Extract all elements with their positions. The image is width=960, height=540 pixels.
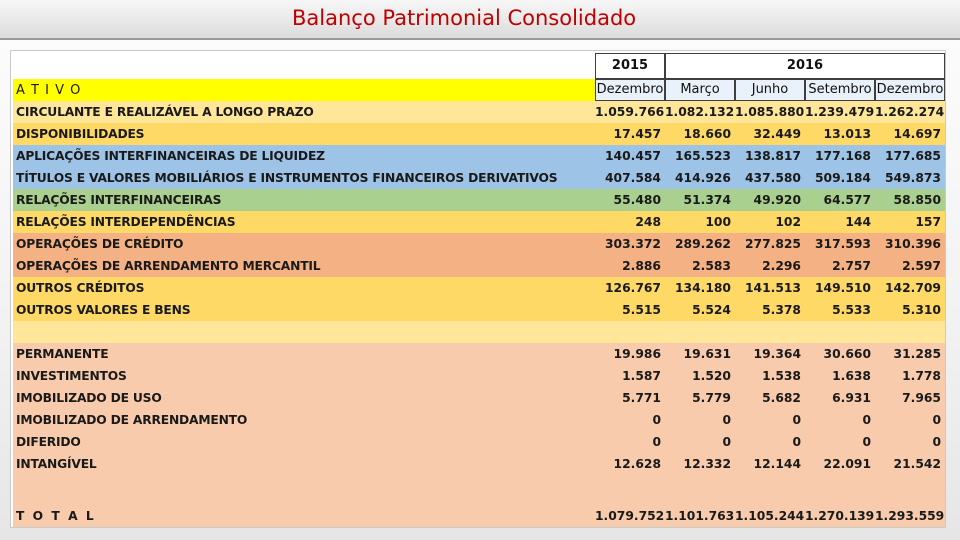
table-row: [13, 145, 945, 167]
section-label-row: [13, 79, 595, 101]
row-label: RELAÇÕES INTERDEPENDÊNCIAS: [16, 215, 236, 229]
cell-value: 1.538: [762, 369, 801, 383]
cell-value: 0: [932, 413, 941, 427]
row-label: RELAÇÕES INTERFINANCEIRAS: [16, 193, 222, 207]
cell-value: 13.013: [823, 127, 871, 141]
section-label: A T I V O: [16, 83, 82, 98]
month-header: Março: [665, 79, 735, 101]
cell-value: 134.180: [674, 281, 731, 295]
cell-value: 157: [915, 215, 941, 229]
cell-value: 1.520: [692, 369, 731, 383]
cell-value: 5.771: [622, 391, 661, 405]
cell-value: 51.374: [683, 193, 731, 207]
cell-value: 64.577: [823, 193, 871, 207]
cell-value: 2.757: [832, 259, 871, 273]
month-header: Dezembro: [875, 79, 945, 101]
cell-value: 2.296: [762, 259, 801, 273]
cell-value: 1.101.763: [665, 509, 735, 523]
cell-value: 0: [722, 413, 731, 427]
table-row: [13, 255, 945, 277]
cell-value: 1.059.766: [595, 105, 665, 119]
cell-value: 17.457: [613, 127, 661, 141]
cell-value: 1.239.479: [805, 105, 875, 119]
row-label: APLICAÇÕES INTERFINANCEIRAS DE LIQUIDEZ: [16, 149, 325, 163]
table-row: [13, 167, 945, 189]
cell-value: 126.767: [604, 281, 661, 295]
cell-value: 0: [862, 435, 871, 449]
month-header: Setembro: [805, 79, 875, 101]
cell-value: 19.986: [613, 347, 661, 361]
row-label: CIRCULANTE E REALIZÁVEL A LONGO PRAZO: [16, 105, 314, 119]
cell-value: 0: [652, 435, 661, 449]
table-row: [13, 101, 945, 123]
cell-value: 310.396: [884, 237, 941, 251]
table-row: [13, 123, 945, 145]
table-row: [13, 453, 945, 475]
cell-value: 21.542: [893, 457, 941, 471]
table-row: [13, 211, 945, 233]
year-header-2016: 2016: [665, 53, 945, 79]
cell-value: 549.873: [884, 171, 941, 185]
cell-value: 277.825: [744, 237, 801, 251]
cell-value: 5.779: [692, 391, 731, 405]
cell-value: 142.709: [884, 281, 941, 295]
cell-value: 5.515: [622, 303, 661, 317]
table-row: [13, 233, 945, 255]
cell-value: 144: [845, 215, 871, 229]
cell-value: 5.533: [832, 303, 871, 317]
cell-value: 19.364: [753, 347, 801, 361]
cell-value: 100: [705, 215, 731, 229]
table-row: [13, 189, 945, 211]
cell-value: 1.085.880: [735, 105, 805, 119]
table-row: [13, 343, 945, 365]
cell-value: 55.480: [613, 193, 661, 207]
cell-value: 0: [792, 435, 801, 449]
cell-value: 165.523: [674, 149, 731, 163]
cell-value: 140.457: [604, 149, 661, 163]
cell-value: 317.593: [814, 237, 871, 251]
cell-value: 0: [932, 435, 941, 449]
month-header: Junho: [735, 79, 805, 101]
table-row: [13, 387, 945, 409]
cell-value: 248: [635, 215, 661, 229]
cell-value: 19.631: [683, 347, 731, 361]
cell-value: 31.285: [893, 347, 941, 361]
cell-value: 138.817: [744, 149, 801, 163]
table-row: [13, 299, 945, 321]
slide-header: [0, 0, 960, 40]
row-label: DIFERIDO: [16, 435, 81, 449]
slide-title: Balanço Patrimonial Consolidado: [292, 6, 637, 30]
total-row: [13, 505, 945, 527]
row-label: OPERAÇÕES DE ARRENDAMENTO MERCANTIL: [16, 259, 321, 273]
cell-value: 1.778: [902, 369, 941, 383]
cell-value: 1.082.132: [665, 105, 735, 119]
cell-value: 6.931: [832, 391, 871, 405]
cell-value: 2.597: [902, 259, 941, 273]
row-label: OUTROS CRÉDITOS: [16, 281, 145, 295]
cell-value: 0: [652, 413, 661, 427]
cell-value: 5.310: [902, 303, 941, 317]
cell-value: 12.144: [753, 457, 801, 471]
cell-value: 2.886: [622, 259, 661, 273]
cell-value: 407.584: [604, 171, 661, 185]
cell-value: 14.697: [893, 127, 941, 141]
row-label: IMOBILIZADO DE USO: [16, 391, 162, 405]
cell-value: 177.685: [884, 149, 941, 163]
cell-value: 5.378: [762, 303, 801, 317]
row-label: PERMANENTE: [16, 347, 109, 361]
row-label: TÍTULOS E VALORES MOBILIÁRIOS E INSTRUMENTOS FINANCEIROS DERIVATIVOS: [16, 171, 558, 185]
table-row: [13, 321, 945, 343]
table-row: [13, 277, 945, 299]
cell-value: 2.583: [692, 259, 731, 273]
table-row: [13, 365, 945, 387]
cell-value: 289.262: [674, 237, 731, 251]
cell-value: 102: [775, 215, 801, 229]
row-label: DISPONIBILIDADES: [16, 127, 145, 141]
row-label: INVESTIMENTOS: [16, 369, 127, 383]
cell-value: 414.926: [674, 171, 731, 185]
cell-value: 22.091: [823, 457, 871, 471]
cell-value: 1.079.752: [595, 509, 665, 523]
cell-value: 0: [862, 413, 871, 427]
cell-value: 12.332: [683, 457, 731, 471]
cell-value: 1.638: [832, 369, 871, 383]
cell-value: 5.524: [692, 303, 731, 317]
cell-value: 1.587: [622, 369, 661, 383]
table-row: [13, 431, 945, 453]
cell-value: 18.660: [683, 127, 731, 141]
cell-value: 1.270.139: [805, 509, 875, 523]
cell-value: 49.920: [753, 193, 801, 207]
cell-value: 32.449: [753, 127, 801, 141]
cell-value: 141.513: [744, 281, 801, 295]
row-label: T O T A L: [16, 509, 96, 523]
cell-value: 7.965: [902, 391, 941, 405]
cell-value: 509.184: [814, 171, 871, 185]
year-header-2015: 2015: [595, 53, 665, 79]
cell-value: 30.660: [823, 347, 871, 361]
cell-value: 177.168: [814, 149, 871, 163]
cell-value: 58.850: [893, 193, 941, 207]
cell-value: 1.293.559: [875, 509, 945, 523]
cell-value: 12.628: [613, 457, 661, 471]
row-label: INTANGÍVEL: [16, 457, 97, 471]
row-label: IMOBILIZADO DE ARRENDAMENTO: [16, 413, 248, 427]
month-header: Dezembro: [595, 79, 665, 101]
spacer-block: [13, 475, 945, 505]
cell-value: 149.510: [814, 281, 871, 295]
cell-value: 303.372: [604, 237, 661, 251]
cell-value: 0: [792, 413, 801, 427]
cell-value: 0: [722, 435, 731, 449]
row-label: OUTROS VALORES E BENS: [16, 303, 191, 317]
cell-value: 5.682: [762, 391, 801, 405]
cell-value: 1.105.244: [735, 509, 805, 523]
table-row: [13, 409, 945, 431]
row-label: OPERAÇÕES DE CRÉDITO: [16, 237, 184, 251]
cell-value: 1.262.274: [875, 105, 945, 119]
balance-sheet-table: [10, 50, 946, 528]
cell-value: 437.580: [744, 171, 801, 185]
